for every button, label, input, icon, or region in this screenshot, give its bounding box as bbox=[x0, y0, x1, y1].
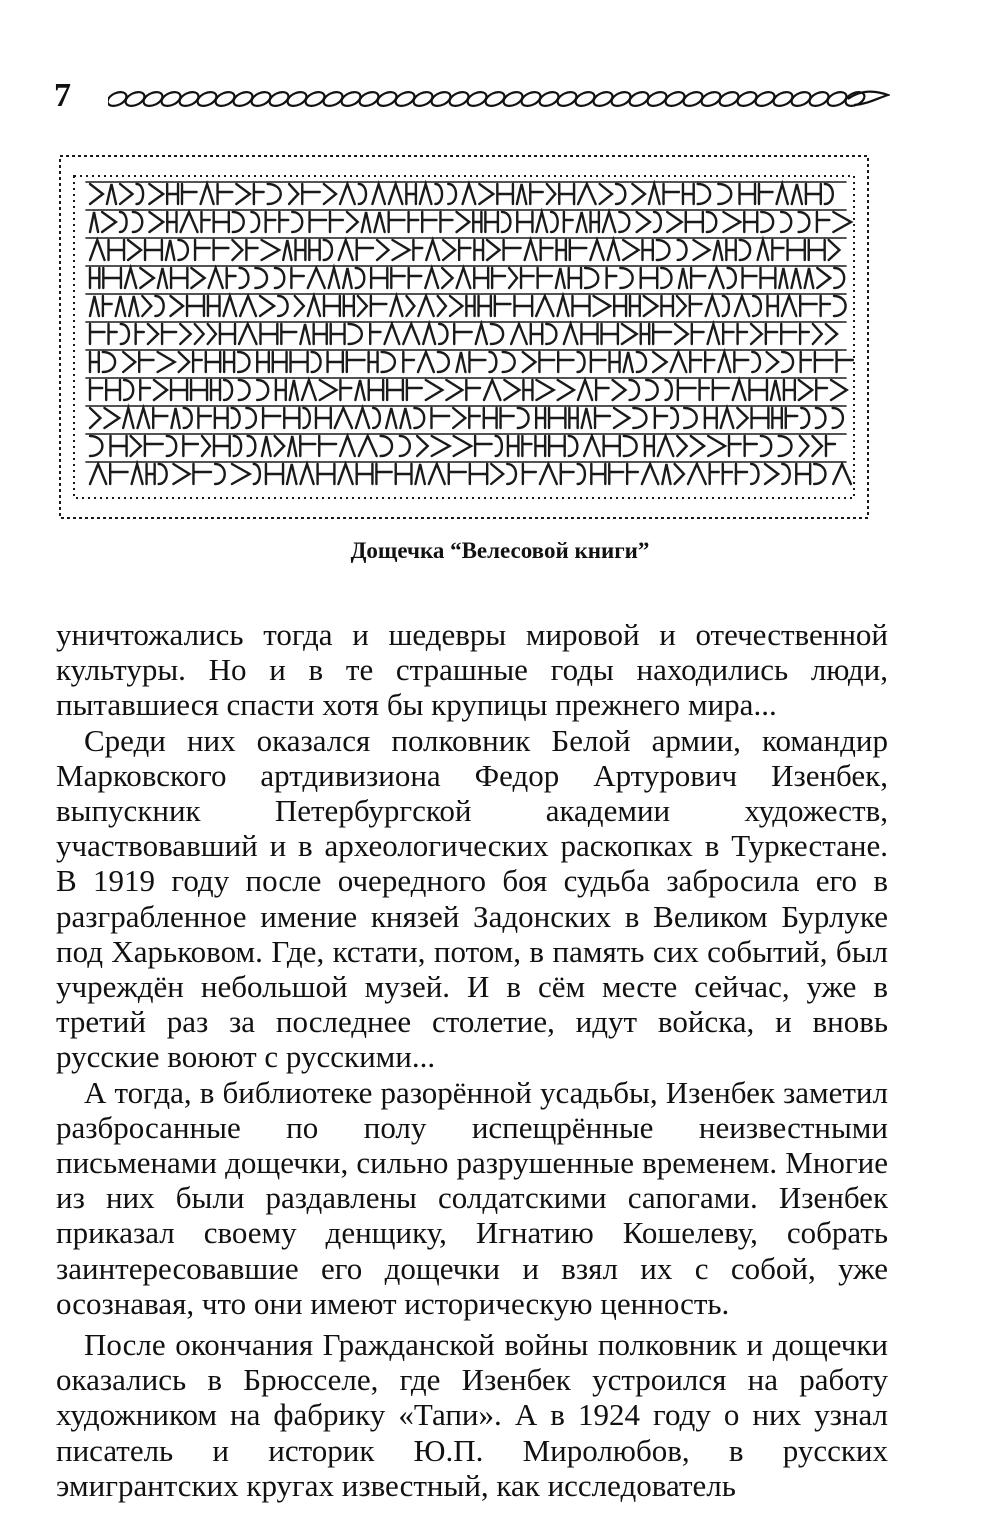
paragraph-1: уничтожались тогда и шедевры мировой и отечественной культуры. Но и в те страшные годы находились люди, пытавшиеся спасти хотя бы крупицы прежнего мира... bbox=[56, 617, 888, 723]
paragraph-4: После окончания Гражданской войны полковник и дощечки оказались в Брюсселе, где Изенбек устроился на работу художником на фабрику «Тапи». А в 1924 году о них узнал писатель и историк Ю.П. Миролюбов, в русских эмигрантских кругах известный, как исследователь bbox=[56, 1327, 888, 1503]
page-number: 7 bbox=[54, 77, 71, 114]
paragraph-3: А тогда, в библиотеке разорённой усадьбы, Изенбек заметил разбросанные по полу испещрённые неизвестными письменами дощечки, сильно разрушенные временем. Многие из них были раздавлены солдатскими сапогами. Изенбек приказал своему денщику, Игнатию Кошелеву, собрать заинтересовавшие его дощечки и взял их с собой, уже осознавая, что они имеют историческую ценность. bbox=[56, 1074, 888, 1321]
article-body bbox=[56, 617, 888, 1503]
rope-ornament-icon bbox=[108, 86, 890, 112]
tablet-figure bbox=[56, 150, 876, 530]
figure-caption: Дощечка “Велесовой книги” bbox=[350, 538, 650, 563]
page-header bbox=[0, 0, 1000, 140]
paragraph-2: Среди них оказался полковник Белой армии, командир Марковского артдивизиона Федор Артурович Изенбек, выпускник Петербургской академии художеств, участвовавший и в археологических раскопках в Туркестане. В 1919 году после очередного боя судьба забросила его в разграбленное имение князей Задонских в Великом Бурлуке под Харьковом. Где, кстати, потом, в память сих событий, был учреждён небольшой музей. И в сём месте сейчас, уже в третий раз за последнее столетие, идут войска, и вновь русские воюют с русскими... bbox=[56, 722, 888, 1075]
inscribed-tablet-image bbox=[56, 150, 876, 530]
